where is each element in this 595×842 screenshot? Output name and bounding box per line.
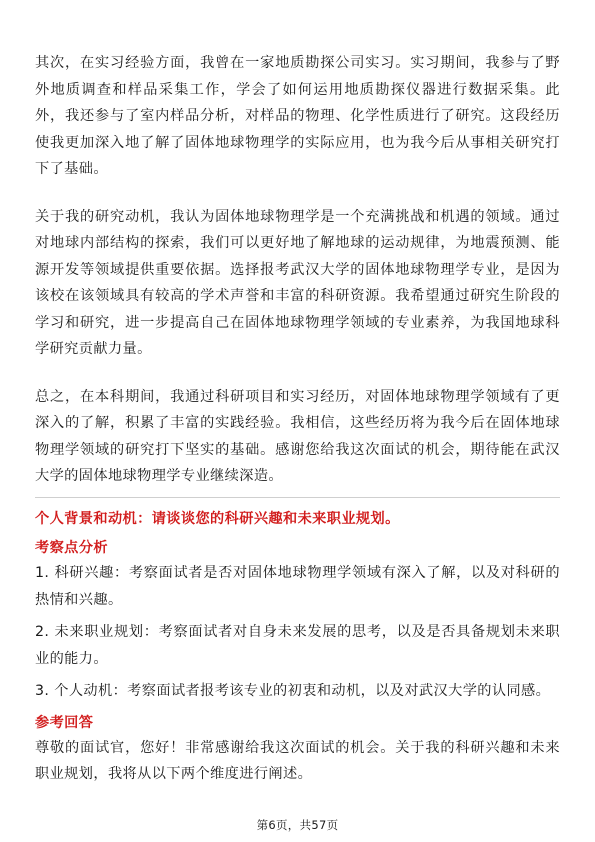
paragraph-motivation: 关于我的研究动机，我认为固体地球物理学是一个充满挑战和机遇的领域。通过对地球内部结构的探索，我们可以更好地了解地球的运动规律，为地震预测、能源开发等领域提供重要依据。选择报考武汉大学的固体地球物理学专业，是因为该校在该领域具有较高的学术声誉和丰富的科研资源。我希望通过研究生阶段的学习和研究，进一步提高自己在固体地球物理学领域的专业素养，为我国地球科学研究贡献力量。 (35, 208, 560, 357)
paragraph-summary: 总之，在本科期间，我通过科研项目和实习经历，对固体地球物理学领域有了更深入的了解，积累了丰富的实践经验。我相信，这些经历将为我今后在固体地球物理学领域的研究打下坚实的基础。感谢您给我这次面试的机会，期待能在武汉大学的固体地球物理学专业继续深造。 (35, 388, 560, 484)
page-number: 第6页，共57页 (256, 818, 339, 832)
analysis-item: 2. 未来职业规划：考察面试者对自身未来发展的思考，以及是否具备规划未来职业的能力。 (35, 624, 560, 667)
interview-question: 个人背景和动机：请谈谈您的科研兴趣和未来职业规划。 (35, 510, 400, 527)
reference-answer: 尊敬的面试官，您好！非常感谢给我这次面试的机会。关于我的科研兴趣和未来职业规划，我将从以下两个维度进行阐述。 (35, 739, 560, 782)
analysis-item: 3. 个人动机：考察面试者报考该专业的初衷和动机，以及对武汉大学的认同感。 (35, 683, 551, 699)
paragraph-internship: 其次，在实习经验方面，我曾在一家地质勘探公司实习。实习期间，我参与了野外地质调查和样品采集工作，学会了如何运用地质勘探仪器进行数据采集。此外，我还参与了室内样品分析，对样品的物理、化学性质进行了研究。这段经历使我更加深入地了解了固体地球物理学的实际应用，也为我今后从事相关研究打下了基础。 (35, 55, 560, 177)
document-body (35, 50, 560, 788)
analysis-item: 1. 科研兴趣：考察面试者是否对固体地球物理学领域有深入了解，以及对科研的热情和兴趣。 (35, 565, 560, 608)
analysis-heading: 考察点分析 (35, 540, 108, 556)
section-divider (35, 497, 560, 498)
reference-heading: 参考回答 (35, 714, 94, 731)
